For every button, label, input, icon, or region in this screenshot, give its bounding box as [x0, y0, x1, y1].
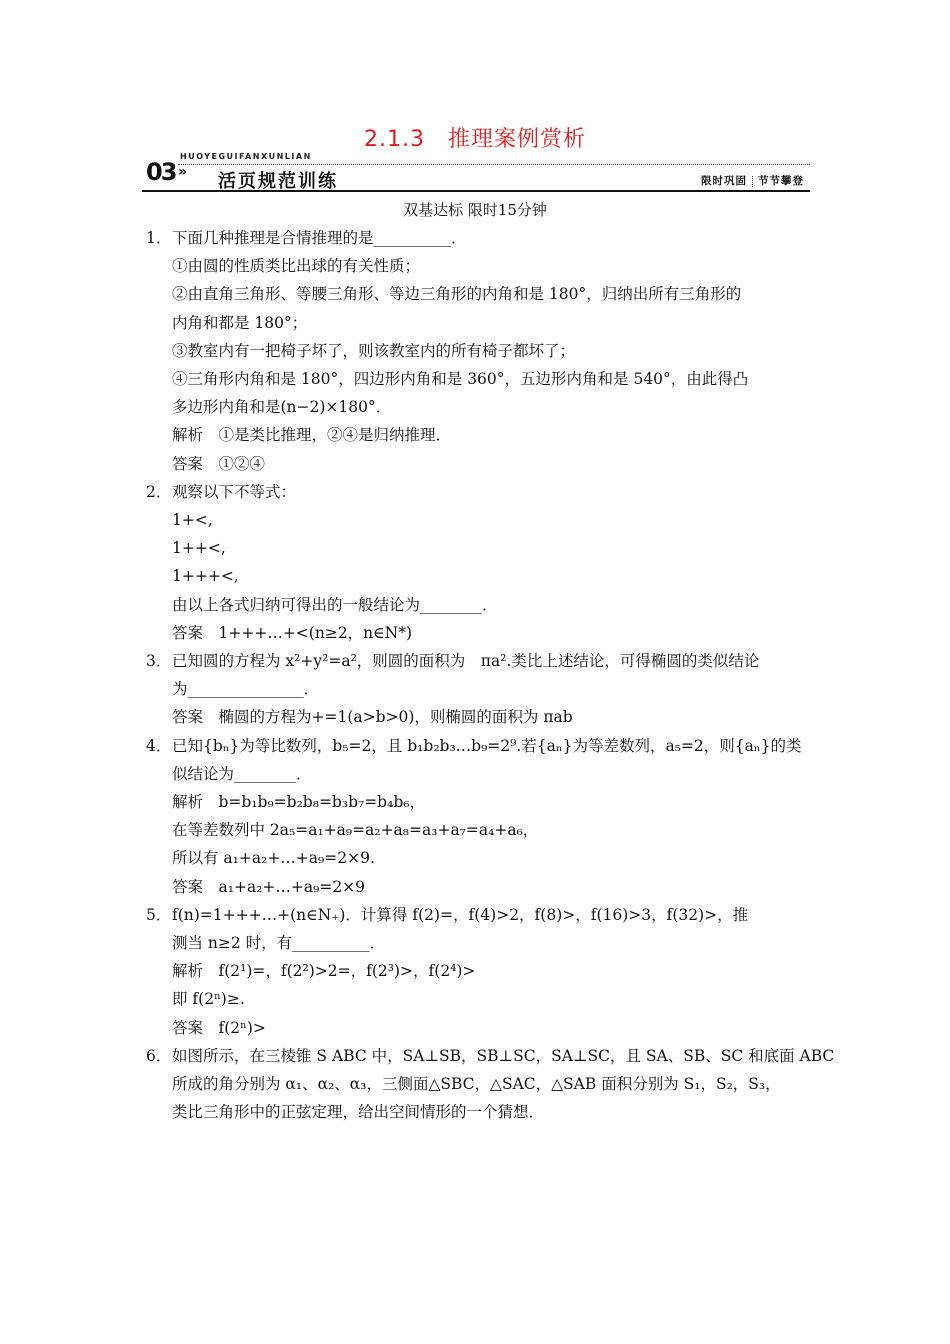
banner-pinyin: HUOYEGUIFANXUNLIAN	[180, 152, 312, 161]
analysis-line: 解析 ①是类比推理，②④是归纳推理．	[172, 426, 452, 445]
answer-line: 答案 ①②④	[172, 454, 266, 473]
subheading: 双基达标 限时15分钟	[403, 201, 547, 219]
question-6	[146, 1042, 835, 1127]
question-line: 类比三角形中的正弦定理，给出空间情形的一个猜想．	[172, 1103, 545, 1122]
question-text: 如图所示，在三棱锥 S ABC 中，SA⊥SB，SB⊥SC，SA⊥SC，且 SA、SB、SC 和底面 ABC	[172, 1046, 835, 1065]
question-line: 为_______________．	[172, 680, 320, 699]
question-text: 已知{bₙ}为等比数列，b₅=2，且 b₁b₂b₃…b₉=2⁹.若{aₙ}为等差数列，a₅=2，则{aₙ}的类	[172, 736, 802, 755]
banner-dotted-rule	[178, 164, 810, 165]
page-title: 2.1.3 推理案例赏析	[364, 127, 586, 152]
question-line: 测当 n≥2 时，有__________．	[172, 934, 386, 953]
question-list	[146, 224, 835, 1127]
question-4	[146, 732, 811, 901]
analysis-line: 所以有 a₁+a₂+…+a₉=2×9.	[172, 849, 375, 868]
section-number: 03	[146, 158, 176, 186]
question-number: 3．	[146, 652, 172, 671]
question-text: 下面几种推理是合情推理的是__________．	[172, 229, 467, 247]
question-number: 5．	[146, 905, 172, 924]
answer-line: 答案 f(2ⁿ)>	[172, 1018, 266, 1037]
question-line: 由以上各式归纳可得出的一般结论为________．	[172, 595, 498, 614]
analysis-line: 在等差数列中 2a₅=a₁+a₉=a₂+a₈=a₃+a₇=a₄+a₆，	[172, 821, 539, 840]
right-label-1: 限时巩固	[701, 175, 747, 187]
chevron-icon: »	[178, 164, 188, 180]
question-1	[146, 224, 811, 478]
question-3	[146, 647, 811, 732]
question-number: 1．	[146, 229, 172, 247]
question-number: 4．	[146, 736, 172, 755]
question-2	[146, 478, 811, 647]
question-text: 已知圆的方程为 x²+y²=a²，则圆的面积为 πa².类比上述结论，可得椭圆的类似结论	[172, 652, 760, 671]
question-line: ①由圆的性质类比出球的有关性质；	[172, 257, 421, 276]
analysis-line: 解析 b=b₁b₉=b₂b₈=b₃b₇=b₄b₆，	[172, 793, 425, 812]
question-line: 1+++<,	[172, 567, 239, 586]
question-line: 似结论为________．	[172, 764, 312, 783]
question-line: 内角和都是 180°；	[172, 313, 308, 332]
question-text: 观察以下不等式：	[172, 482, 297, 501]
answer-line: 答案 a₁+a₂+…+a₉=2×9	[172, 877, 366, 896]
banner-rule	[142, 190, 810, 192]
question-line: 1++<,	[172, 539, 226, 558]
question-number: 2．	[146, 482, 172, 501]
question-line: ④三角形内角和是 180°，四边形内角和是 360°，五边形内角和是 540°，由此得凸	[172, 370, 749, 389]
answer-line: 答案 椭圆的方程为+=1(a>b>0)，则椭圆的面积为 πab	[172, 708, 573, 727]
banner-heading: 活页规范训练	[218, 171, 338, 192]
analysis-line: 解析 f(2¹)=，f(2²)>2=，f(2³)>，f(2⁴)>	[172, 962, 476, 981]
question-5	[146, 901, 811, 1042]
question-number: 6．	[146, 1046, 172, 1065]
right-label-2: 节节攀登	[758, 175, 804, 187]
label-separator	[752, 176, 753, 187]
question-line: ③教室内有一把椅子坏了，则该教室内的所有椅子都坏了；	[172, 341, 576, 360]
banner-right-labels	[701, 173, 804, 188]
section-banner	[142, 152, 810, 194]
analysis-line: 即 f(2ⁿ)≥.	[172, 990, 245, 1009]
question-line: ②由直角三角形、等腰三角形、等边三角形的内角和是 180°，归纳出所有三角形的	[172, 285, 742, 304]
question-text: f(n)=1+++…+(n∈N₊)．计算得 f(2)=，f(4)>2，f(8)>，f(16)>3，f(32)>，推	[172, 905, 749, 924]
question-line: 1+<,	[172, 511, 213, 530]
answer-line: 答案 1+++…+<(n≥2，n∈N*)	[172, 623, 412, 642]
question-line: 所成的角分别为 α₁、α₂、α₃，三侧面△SBC，△SAC，△SAB 面积分别为 S₁，S₂，S₃，	[172, 1075, 781, 1094]
question-line: 多边形内角和是(n−2)×180°．	[172, 398, 392, 417]
